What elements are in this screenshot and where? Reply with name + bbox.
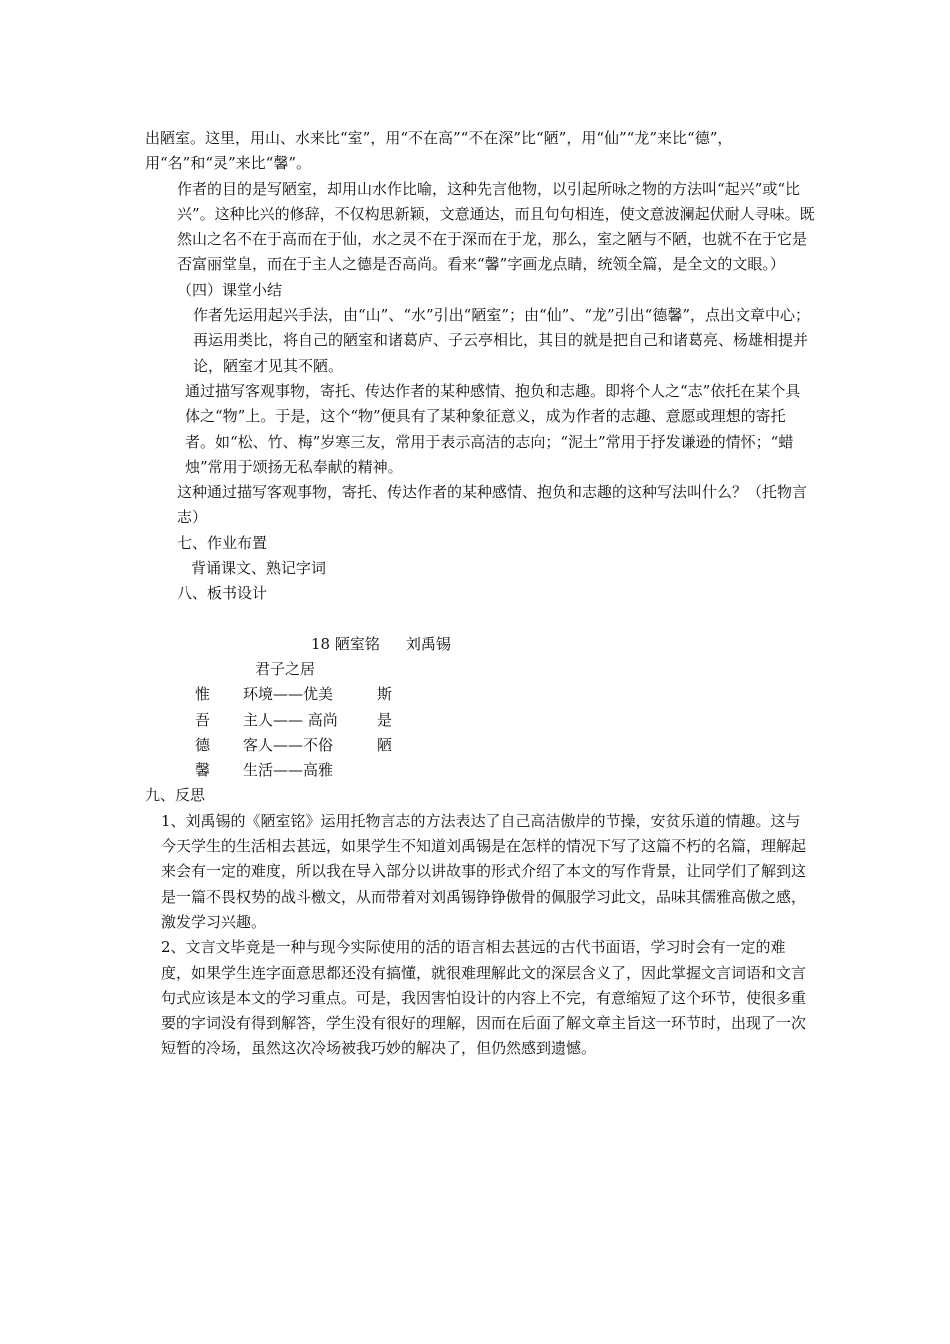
board-row-middle: 生活——高雅 xyxy=(243,761,334,780)
board-row-left: 馨 xyxy=(195,761,211,780)
reflection-paragraph-1: 1、刘禹锡的《陋室铭》运用托物言志的方法表达了自己高洁傲岸的节操，安贫乐道的情趣。这与今天学生的生活相去甚远，如果学生不知道刘禹锡是在怎样的情况下写了这篇不朽的名篇，理解起来会有一定的难度，所以我在导入部分以讲故事的形式介绍了本文的写作背景，让同学们了解到这是一篇不畏权势的战斗檄文，从而带着对刘禹锡铮铮傲骨的佩服学习此文，品味其儒雅高傲之感，激发学习兴趣。 xyxy=(161,811,807,931)
reflection-paragraph-2: 2、文言文毕竟是一种与现今实际使用的活的语言相去甚远的古代书面语，学习时会有一定的难度，如果学生连字面意思都还没有搞懂，就很难理解此文的深层含义了，因此掌握文言词语和文言句式应该是本文的学习重点。可是，我因害怕设计的内容上不完，有意缩短了这个环节，使很多重要的字词没有得到解答，学生没有很好的理解，因而在后面了解文章主旨这一环节时，出现了一次短暂的冷场，虽然这次冷场被我巧妙的解决了，但仍然感到遗憾。 xyxy=(161,938,807,1058)
board-author: 刘禹锡 xyxy=(405,634,451,653)
summary-heading: （四）课堂小结 xyxy=(177,280,283,299)
board-title-line xyxy=(145,632,815,657)
document-body xyxy=(145,126,815,1062)
board-row xyxy=(145,682,815,707)
paragraph-continuation: 出陋室。这里，用山、水来比“室”，用“不在高”“不在深”比“陋”，用“仙”“龙”来比“德”，用“名”和“灵”来比“馨”。 xyxy=(145,129,733,173)
board-row-right xyxy=(377,758,417,783)
homework-heading: 七、作业布置 xyxy=(177,533,268,552)
board-row-middle: 客人——不俗 xyxy=(243,735,334,754)
board-row-right: 是 xyxy=(377,710,393,729)
board-row-left: 惟 xyxy=(195,685,211,704)
board-subtitle: 君子之居 xyxy=(255,659,316,678)
board-row-right: 斯 xyxy=(377,685,393,704)
board-row-middle: 环境——优美 xyxy=(243,685,334,704)
board-heading: 八、板书设计 xyxy=(177,584,268,603)
summary-paragraph-1: 作者先运用起兴手法，由“山”、“水”引出“陋室”；由“仙”、“龙”引出“德馨”，点出文章中心；再运用类比，将自己的陋室和诸葛庐、子云亭相比，其目的就是把自己和诸葛亮、杨雄相提并论，陋室才见其不陋。 xyxy=(193,306,811,375)
spacer xyxy=(145,607,815,632)
board-row xyxy=(145,758,815,783)
homework-content: 背诵课文、熟记字词 xyxy=(191,559,327,578)
paragraph-bixing: 作者的目的是写陋室，却用山水作比喻，这种先言他物，以引起所咏之物的方法叫“起兴”或“比兴”。这种比兴的修辞，不仅构思新颖，文意通达，而且句句相连，使文意波澜起伏耐人寻味。既然山之名不在于高而在于仙，水之灵不在于深而在于龙，那么，室之陋与不陋，也就不在于它是否富丽堂皇，而在于主人之德是否高尚。看来“馨”字画龙点睛，统领全篇，是全文的文眼。） xyxy=(177,179,815,274)
summary-paragraph-2: 通过描写客观事物，寄托、传达作者的某种感情、抱负和志趣。即将个人之“志”依托在某个具体之“物”上。于是，这个“物”便具有了某种象征意义，成为作者的志趣、意愿或理想的寄托者。如“松、竹、梅”岁寒三友，常用于表示高洁的志向；“泥土”常用于抒发谦逊的情怀；“蜡烛”常用于颂扬无私奉献的精神。 xyxy=(185,381,801,476)
board-title: 18 陋室铭 xyxy=(311,634,380,653)
board-row-middle: 主人—— 高尚 xyxy=(243,710,338,729)
reflection-heading: 九、反思 xyxy=(145,786,206,805)
board-row-left: 德 xyxy=(195,735,211,754)
summary-paragraph-3: 这种通过描写客观事物，寄托、传达作者的某种感情、抱负和志趣的这种写法叫什么？（托物言志） xyxy=(177,483,808,527)
board-row-left: 吾 xyxy=(195,710,211,729)
board-row-right: 陋 xyxy=(377,735,393,754)
board-row xyxy=(145,733,815,758)
board-row xyxy=(145,708,815,733)
board-design xyxy=(145,632,815,784)
